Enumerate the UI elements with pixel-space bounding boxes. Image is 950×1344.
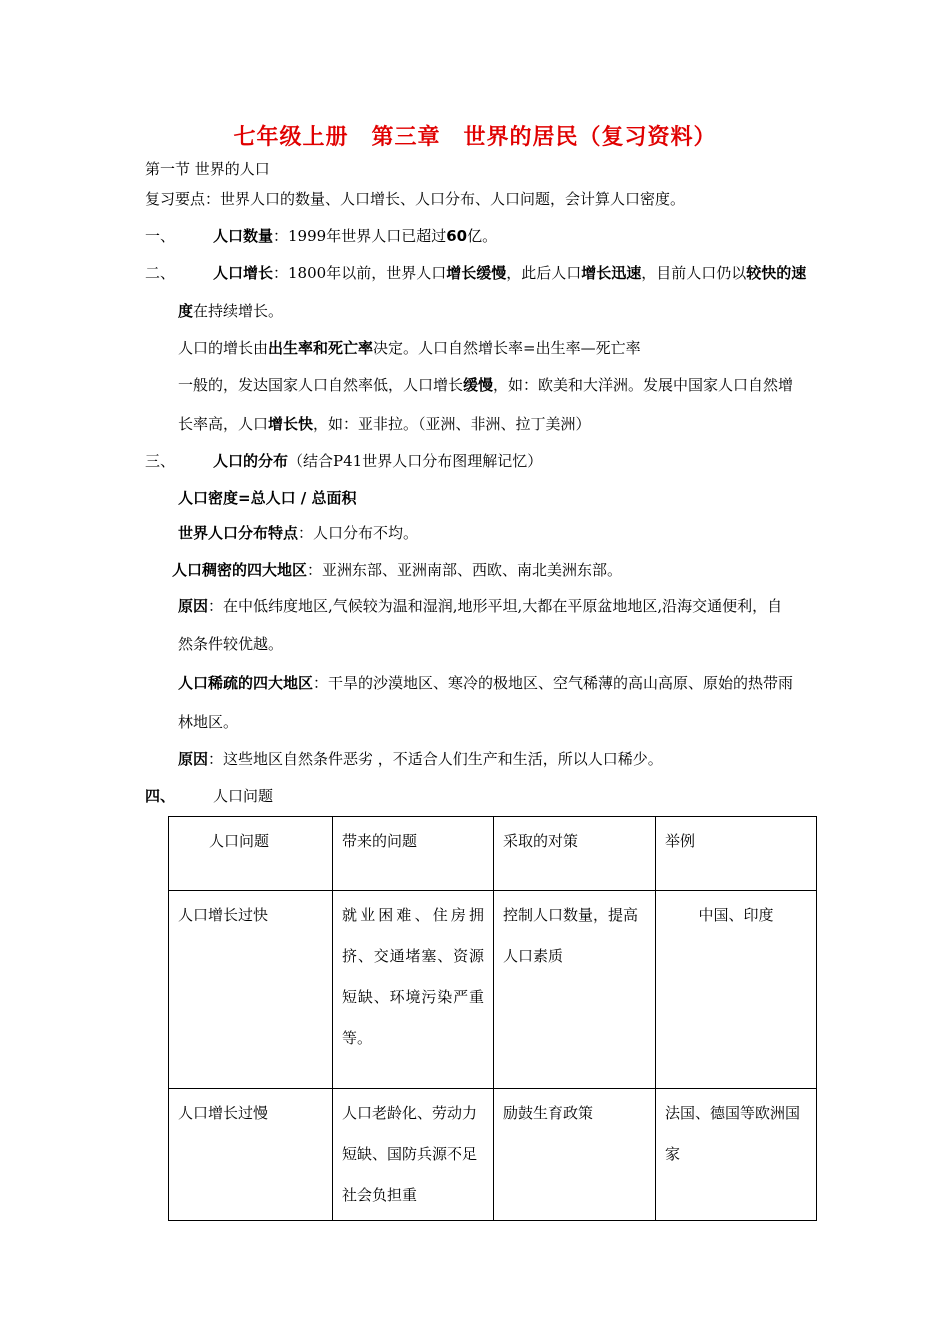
item-text: 一般的，发达国家人口自然率低，人口增长 xyxy=(178,376,464,394)
population-problems-table xyxy=(168,816,817,1221)
sparse-reason xyxy=(178,748,663,769)
emphasis: 60 xyxy=(446,227,468,245)
sparse-regions-cont: 林地区。 xyxy=(178,713,239,731)
header-cell: 举例 xyxy=(656,817,817,891)
table-cell: 励鼓生育政策 xyxy=(494,1089,656,1221)
distribution-feature xyxy=(178,522,418,543)
item-text: 长率高，人口 xyxy=(178,415,269,433)
item-text: ，如：亚非拉。（亚洲、非洲、拉丁美洲） xyxy=(313,415,591,433)
table-cell: 中国、印度 xyxy=(656,891,817,1089)
growth-line-2 xyxy=(178,300,283,321)
density-formula: 人口密度=总人口 / 总面积 xyxy=(178,489,357,507)
emphasis: 缓慢 xyxy=(463,376,494,394)
item-text: 人口的增长由 xyxy=(178,339,269,357)
emphasis: 出生率和死亡率 xyxy=(268,339,374,357)
emphasis: 原因 xyxy=(178,750,209,768)
item-text: ，目前人口仍以 xyxy=(641,264,747,282)
dense-regions xyxy=(172,559,622,580)
emphasis: 世界人口分布特点 xyxy=(178,524,299,542)
dense-reason xyxy=(178,595,782,616)
emphasis: 原因 xyxy=(178,597,209,615)
item-population-growth xyxy=(145,262,806,283)
table-cell: 就业困难、住房拥挤、交通堵塞、资源短缺、环境污染严重等。 xyxy=(333,891,494,1089)
item-text: （结合P41世界人口分布图理解记忆） xyxy=(288,452,543,470)
item-number: 二、 xyxy=(145,264,176,282)
emphasis: 较快的速 xyxy=(746,264,807,282)
item-text: 决定。人口自然增长率=出生率—死亡率 xyxy=(373,339,641,357)
table-row xyxy=(169,1089,817,1221)
item-population-distribution xyxy=(145,450,542,471)
item-heading: 人口问题 xyxy=(213,787,274,805)
item-text: 在持续增长。 xyxy=(193,302,284,320)
sparse-regions xyxy=(178,672,793,693)
item-number: 四、 xyxy=(145,787,176,805)
emphasis: 人口稠密的四大地区 xyxy=(172,561,308,579)
header-cell: 人口问题 xyxy=(169,817,333,891)
item-text: ：1999年世界人口已超过 xyxy=(273,227,447,245)
emphasis: 人口稀疏的四大地区 xyxy=(178,674,314,692)
item-text: ，此后人口 xyxy=(506,264,582,282)
item-population-problems xyxy=(145,785,273,806)
header-cell: 带来的问题 xyxy=(333,817,494,891)
item-text: 亿。 xyxy=(467,227,498,245)
item-text: ：亚洲东部、亚洲南部、西欧、南北美洲东部。 xyxy=(307,561,623,579)
growth-line-4 xyxy=(178,374,793,395)
table-cell: 人口老龄化、劳动力短缺、国防兵源不足社会负担重 xyxy=(333,1089,494,1221)
item-population-count xyxy=(145,225,497,246)
item-text: ：在中低纬度地区,气候较为温和湿润,地形平坦,大都在平原盆地地区,沿海交通便利，自 xyxy=(208,597,783,615)
emphasis: 度 xyxy=(178,302,194,320)
emphasis: 增长缓慢 xyxy=(446,264,507,282)
growth-line-5 xyxy=(178,413,591,434)
item-heading: 人口增长 xyxy=(213,264,274,282)
item-text: ：这些地区自然条件恶劣 ，不适合人们生产和生活，所以人口稀少。 xyxy=(208,750,663,768)
dense-reason-cont: 然条件较优越。 xyxy=(178,635,284,653)
item-heading: 人口数量 xyxy=(213,227,274,245)
table-row xyxy=(169,891,817,1089)
emphasis: 增长迅速 xyxy=(581,264,642,282)
item-heading: 人口的分布 xyxy=(213,452,289,470)
document-title: 七年级上册 第三章 世界的居民（复习资料） xyxy=(233,125,717,150)
item-text: ：1800年以前，世界人口 xyxy=(273,264,447,282)
item-text: ，如：欧美和大洋洲。发展中国家人口自然增 xyxy=(493,376,794,394)
table-header-row xyxy=(169,817,817,891)
section-heading: 第一节 世界的人口 xyxy=(145,160,270,178)
table-cell: 控制人口数量，提高人口素质 xyxy=(494,891,656,1089)
item-text: ：人口分布不均。 xyxy=(298,524,419,542)
table-cell: 人口增长过慢 xyxy=(169,1089,333,1221)
table-cell: 人口增长过快 xyxy=(169,891,333,1089)
table-cell: 法国、德国等欧洲国家 xyxy=(656,1089,817,1221)
item-number: 一、 xyxy=(145,227,176,245)
item-text: ：干旱的沙漠地区、寒冷的极地区、空气稀薄的高山高原、原始的热带雨 xyxy=(313,674,794,692)
item-number: 三、 xyxy=(145,452,176,470)
growth-line-3 xyxy=(178,337,641,358)
emphasis: 增长快 xyxy=(268,415,314,433)
review-points: 复习要点：世界人口的数量、人口增长、人口分布、人口问题，会计算人口密度。 xyxy=(145,190,686,208)
header-cell: 采取的对策 xyxy=(494,817,656,891)
